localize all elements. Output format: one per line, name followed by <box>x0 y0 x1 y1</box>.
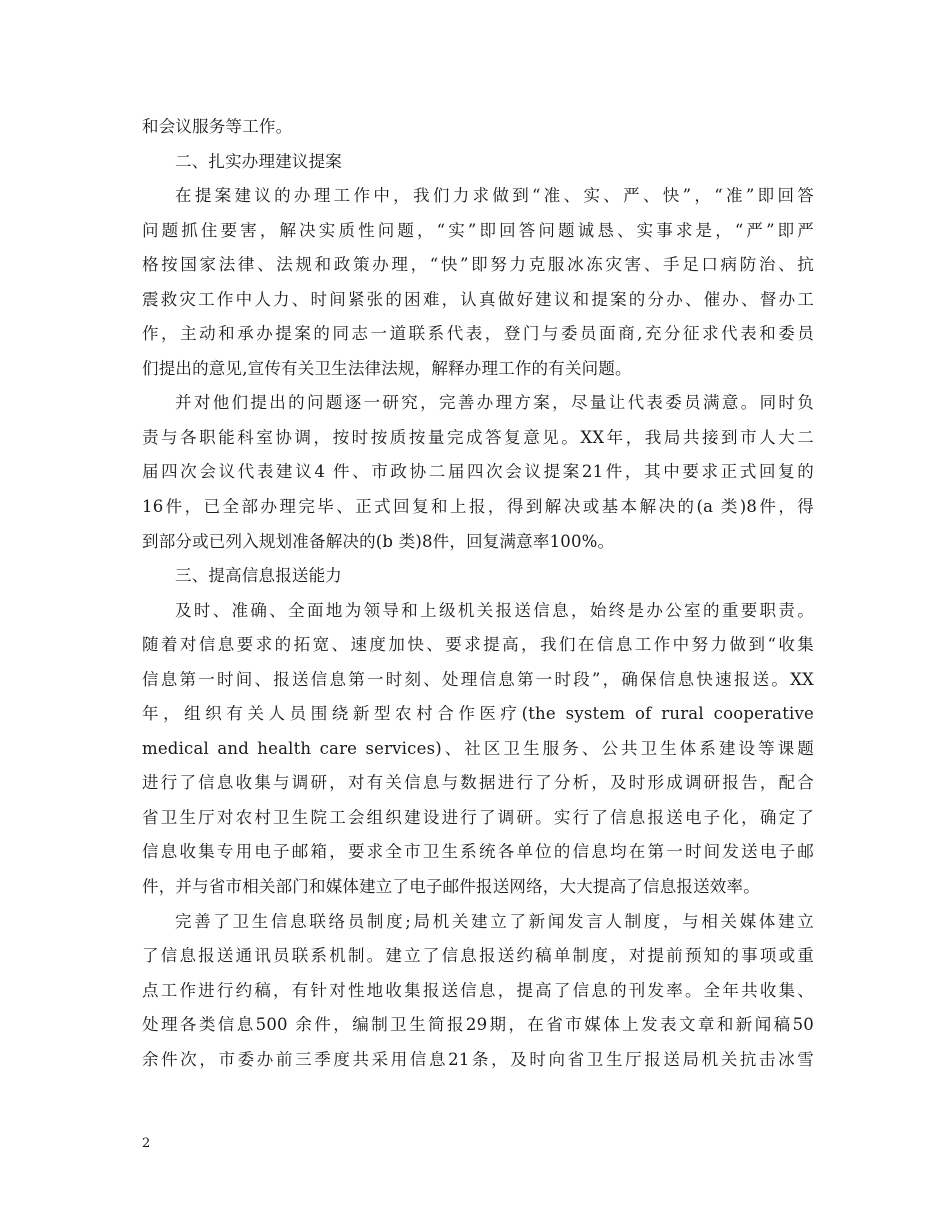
section-heading: 二、扎实办理建议提案 <box>175 151 342 171</box>
paragraph-line: 和会议服务等工作。 <box>142 117 293 136</box>
paragraph-line: 余件次，市委办前三季度共采用信息21条，及时向省卫生厅报送局机关抗击冰雪 <box>142 1049 814 1069</box>
paragraph-line: 作，主动和承办提案的同志一道联系代表，登门与委员面商,充分征求代表和委员 <box>142 324 814 344</box>
paragraph-line: 信息第一时间、报送信息第一时刻、处理信息第一时段”，确保信息快速报送。XX <box>142 669 814 689</box>
page-number: 2 <box>142 1136 151 1151</box>
paragraph-line: 进行了信息收集与调研，对有关信息与数据进行了分析，及时形成调研报告，配合 <box>142 773 814 793</box>
paragraph-line: 震救灾工作中人力、时间紧张的困难，认真做好建议和提案的分办、催办、督办工 <box>142 289 814 309</box>
paragraph-line: 了信息报送通讯员联系机制。建立了信息报送约稿单制度，对提前预知的事项或重 <box>142 946 814 966</box>
paragraph-line: 完善了卫生信息联络员制度;局机关建立了新闻发言人制度，与相关媒体建立 <box>175 911 814 931</box>
paragraph-line: 点工作进行约稿，有针对性地收集报送信息，提高了信息的刊发率。全年共收集、 <box>142 980 814 1000</box>
document-body <box>142 110 814 1077</box>
paragraph-line: 16件，已全部办理完毕、正式回复和上报，得到解决或基本解决的(a 类)8件，得 <box>142 497 814 517</box>
paragraph-line: 件，并与省市相关部门和媒体建立了电子邮件报送网络，大大提高了信息报送效率。 <box>142 877 760 897</box>
paragraph-line: 问题抓住要害，解决实质性问题，“实”即回答问题诚恳、实事求是，“严”即严 <box>142 220 814 240</box>
paragraph-line: 们提出的意见,宣传有关卫生法律法规，解释办理工作的有关问题。 <box>142 358 632 378</box>
paragraph-line: 省卫生厅对农村卫生院工会组织建设进行了调研。实行了信息报送电子化，确定了 <box>142 807 814 827</box>
paragraph-line: 到部分或已列入规划准备解决的(b 类)8件，回复满意率100%。 <box>142 531 615 551</box>
paragraph-line: 年，组织有关人员围绕新型农村合作医疗(the system of rural cooperative <box>142 704 814 724</box>
paragraph-line: 格按国家法律、法规和政策办理，“快”即努力克服冰冻灾害、手足口病防治、抗 <box>142 255 814 275</box>
paragraph-line: 随着对信息要求的拓宽、速度加快、要求提高，我们在信息工作中努力做到“收集 <box>142 635 814 655</box>
section-heading: 三、提高信息报送能力 <box>175 566 342 586</box>
paragraph-line: 并对他们提出的问题逐一研究，完善办理方案，尽量让代表委员满意。同时负 <box>175 393 814 413</box>
paragraph-line: medical and health care services)、社区卫生服务、公共卫生体系建设等课题 <box>142 738 814 758</box>
paragraph-line: 处理各类信息500 余件，编制卫生简报29期，在省市媒体上发表文章和新闻稿50 <box>142 1015 814 1035</box>
paragraph-line: 及时、准确、全面地为领导和上级机关报送信息，始终是办公室的重要职责。 <box>175 600 814 620</box>
paragraph-line: 责与各职能科室协调，按时按质按量完成答复意见。XX年，我局共接到市人大二 <box>142 427 814 447</box>
paragraph-line: 在提案建议的办理工作中，我们力求做到“准、实、严、快”，“准”即回答 <box>175 186 814 206</box>
paragraph-line: 届四次会议代表建议4 件、市政协二届四次会议提案21件，其中要求正式回复的 <box>142 462 814 482</box>
paragraph-line: 信息收集专用电子邮箱，要求全市卫生系统各单位的信息均在第一时间发送电子邮 <box>142 842 814 862</box>
